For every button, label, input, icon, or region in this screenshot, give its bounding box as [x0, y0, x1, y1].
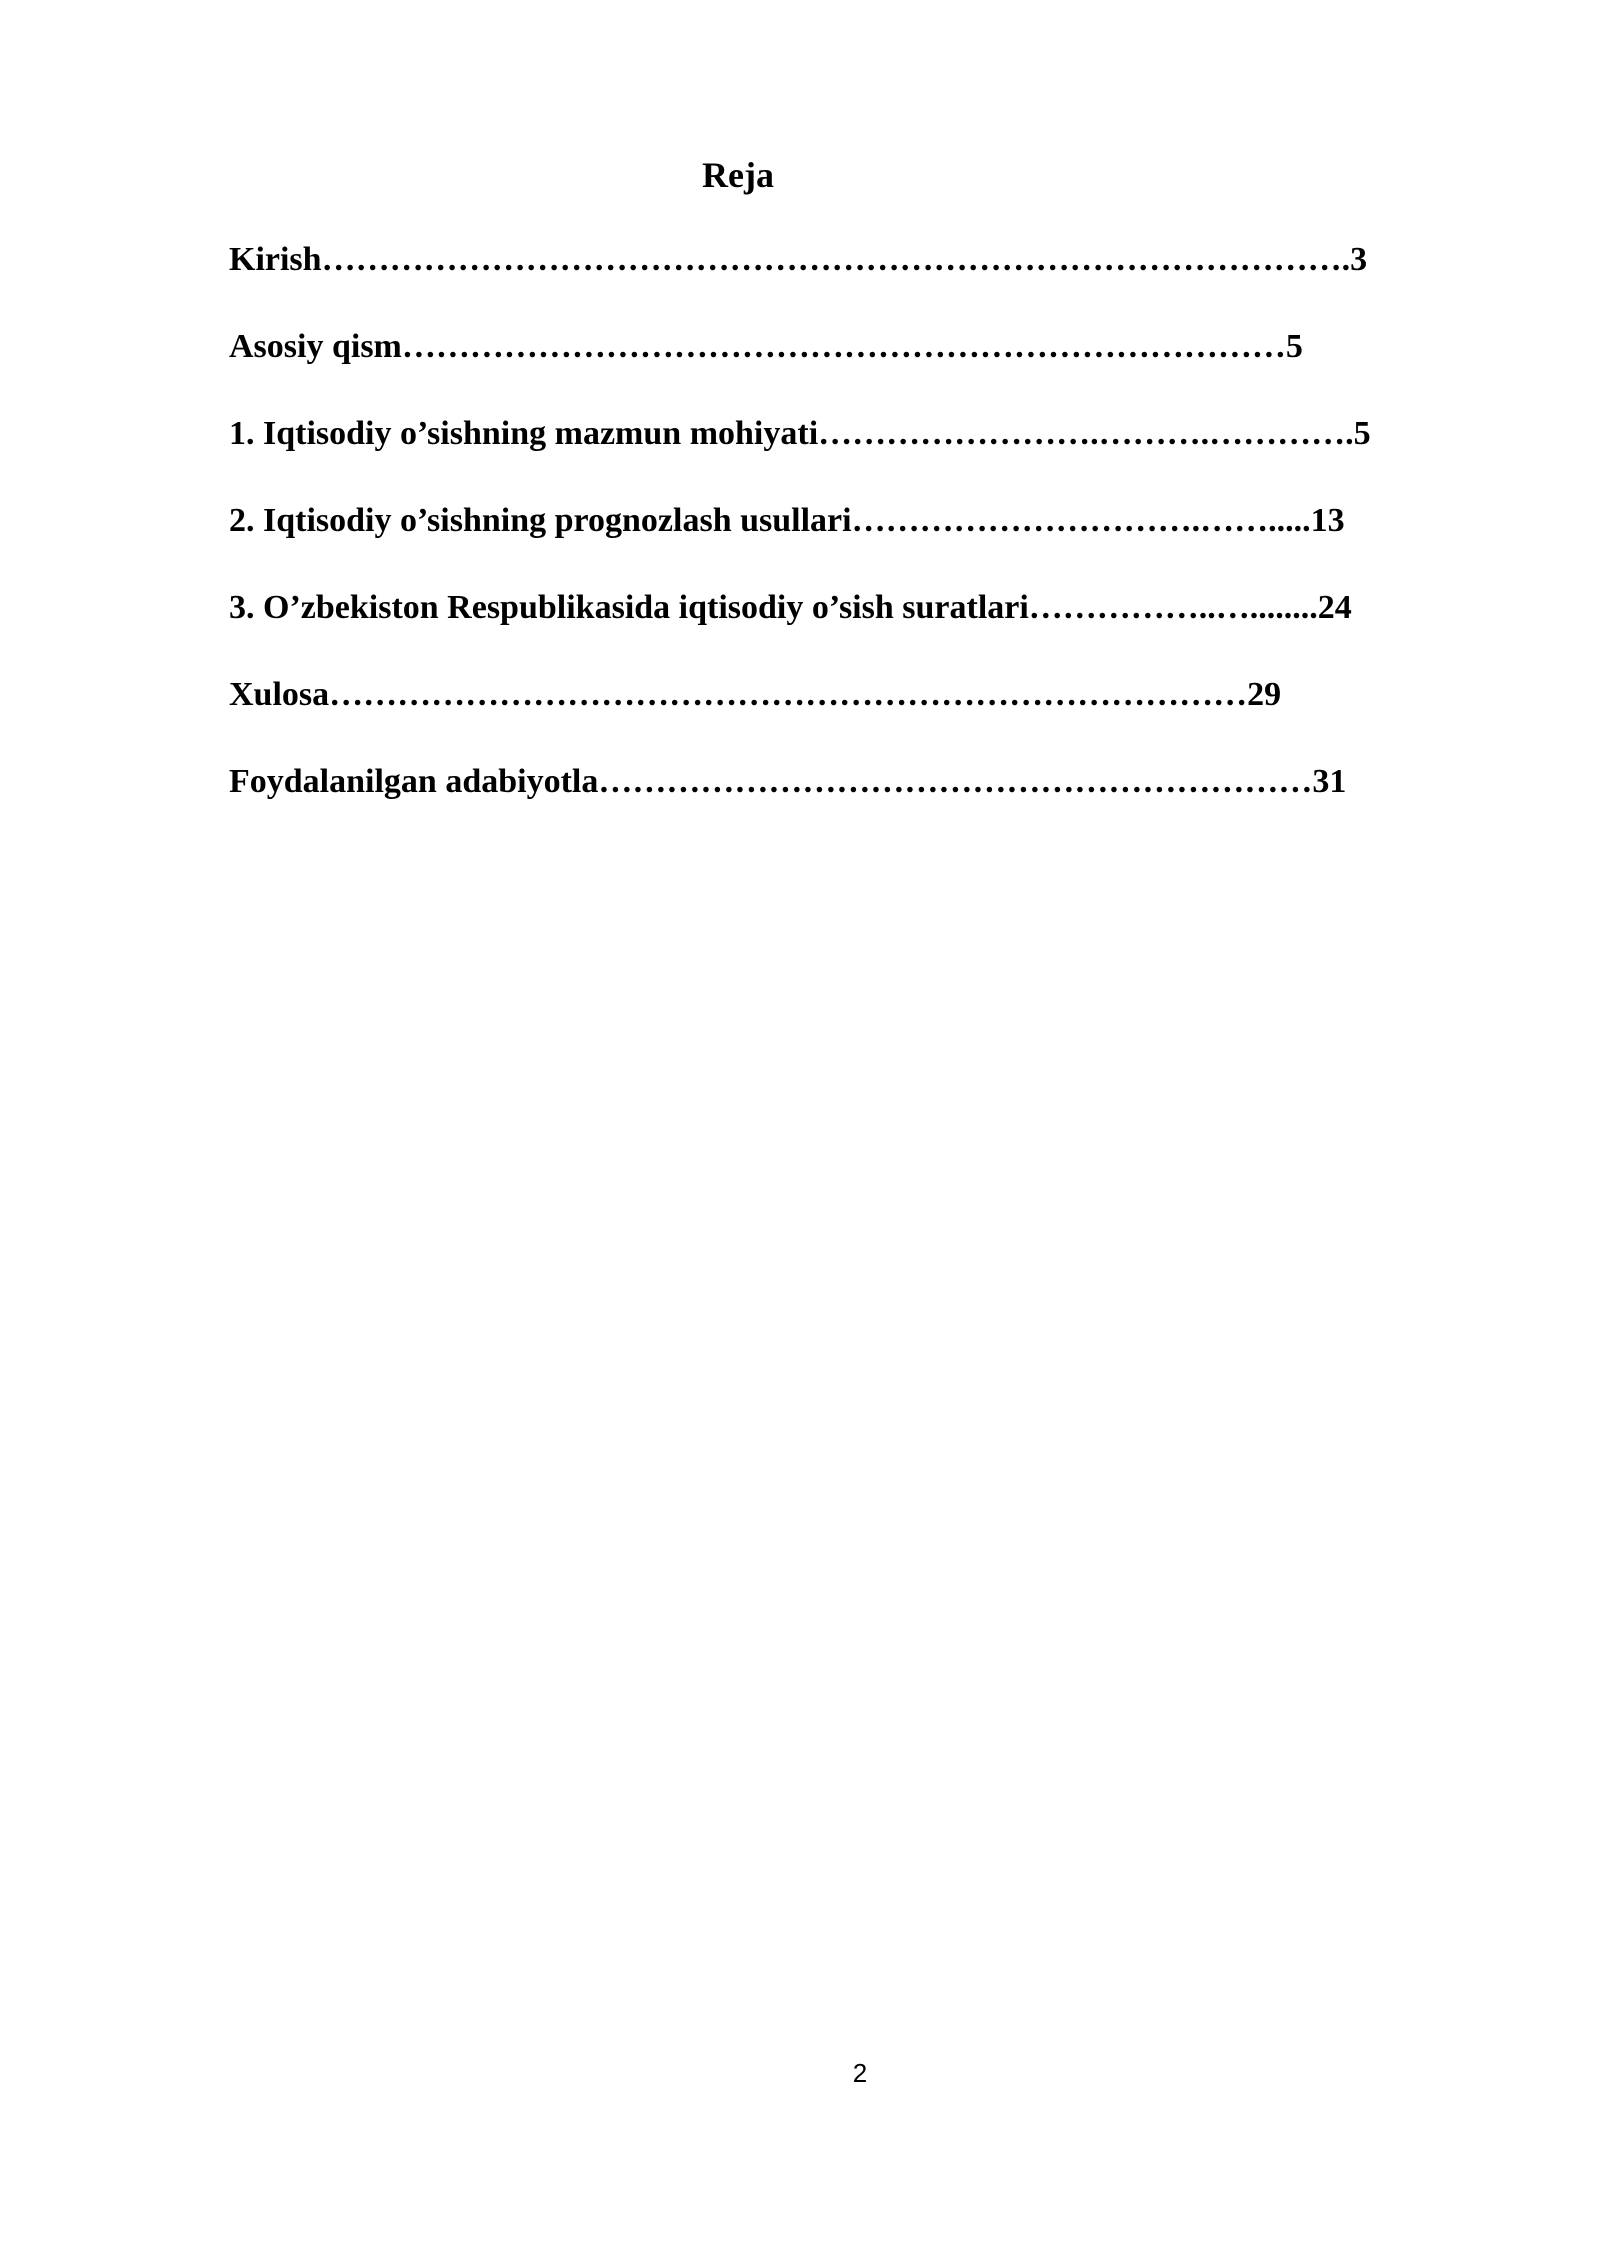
toc-entry-asosiy-qism: Asosiy qism……………………………………………………………………5 — [229, 328, 1303, 365]
page-number: 2 — [852, 2058, 868, 2088]
toc-entry-adabiyotlar: Foydalanilgan adabiyotla………………………………………………………31 — [229, 763, 1347, 800]
toc-entry-chapter-1: 1. Iqtisodiy o’sishning mazmun mohiyati…………………….……….………….5 — [229, 415, 1371, 452]
table-of-contents — [229, 235, 1479, 844]
toc-entry-kirish: Kirish……………………………………………………………………………….3 — [229, 241, 1368, 278]
page-title: Reja — [702, 155, 774, 195]
toc-entry-xulosa: Xulosa………………………………………………………………………29 — [229, 676, 1282, 713]
toc-entry-chapter-3: 3. O’zbekiston Respublikasida iqtisodiy o’sish suratlari……………..…........24 — [229, 589, 1352, 626]
toc-entry-chapter-2: 2. Iqtisodiy o’sishning prognozlash usullari………………………….…….....13 — [229, 502, 1345, 539]
